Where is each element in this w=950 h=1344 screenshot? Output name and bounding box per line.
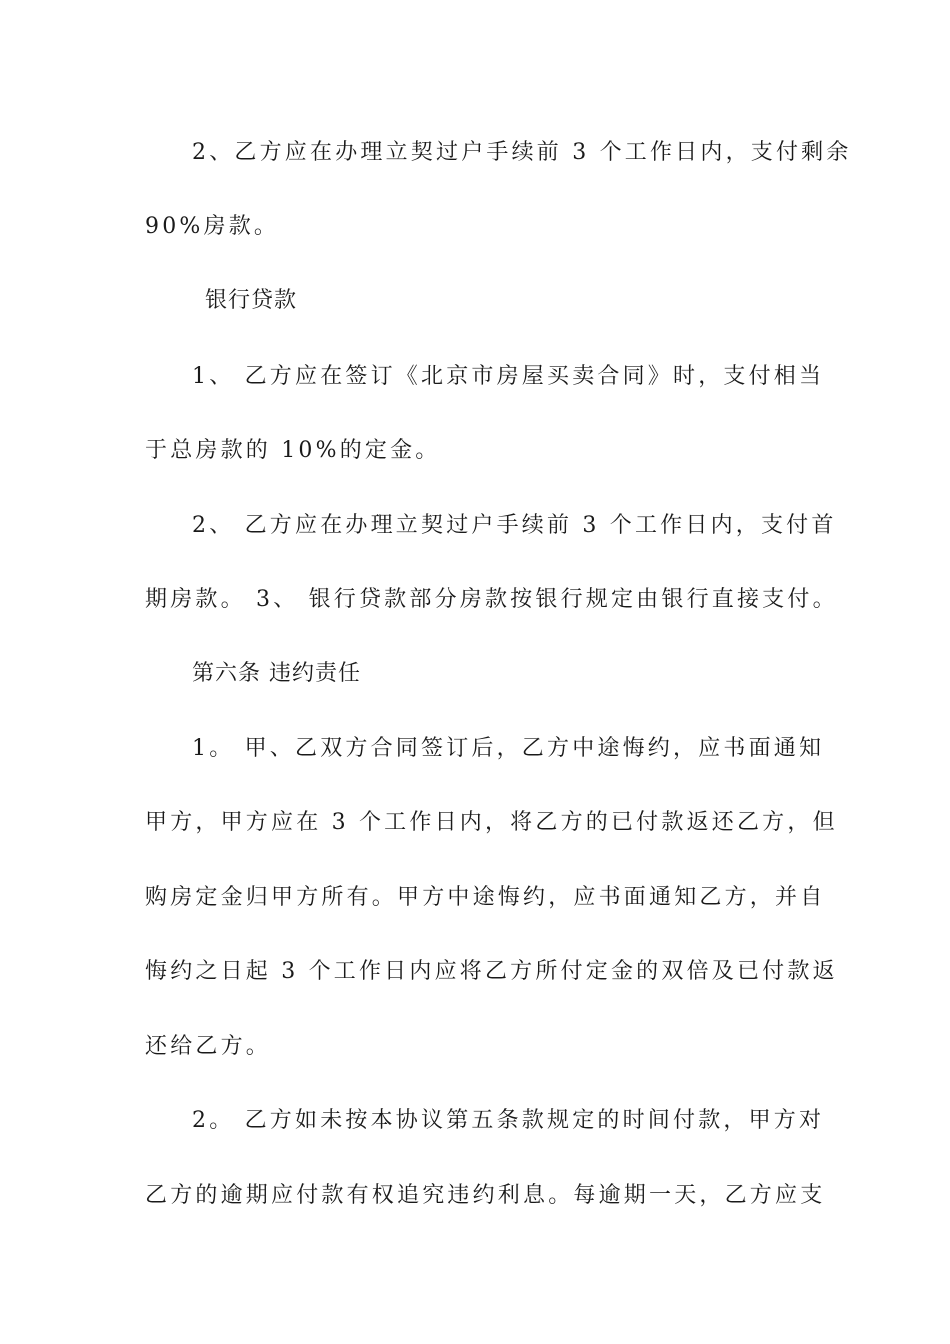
paragraph-line: 乙方的逾期应付款有权追究违约利息。每逾期一天，乙方应支 bbox=[145, 1183, 826, 1208]
paragraph-line: 1。 甲、乙双方合同签订后，乙方中途悔约，应书面通知 bbox=[192, 736, 825, 761]
paragraph-line: 90%房款。 bbox=[145, 214, 280, 239]
paragraph-line: 于总房款的 10%的定金。 bbox=[145, 438, 441, 463]
paragraph-line: 2、 乙方应在办理立契过户手续前 3 个工作日内，支付首 bbox=[192, 513, 837, 538]
paragraph-line: 购房定金归甲方所有。甲方中途悔约，应书面通知乙方，并自 bbox=[145, 885, 826, 910]
article-heading: 第六条 违约责任 bbox=[192, 661, 361, 686]
section-heading: 银行贷款 bbox=[205, 288, 298, 313]
paragraph-line: 2。 乙方如未按本协议第五条款规定的时间付款，甲方对 bbox=[192, 1108, 825, 1133]
paragraph-line: 还给乙方。 bbox=[145, 1034, 272, 1059]
paragraph-line: 2、乙方应在办理立契过户手续前 3 个工作日内，支付剩余 bbox=[192, 140, 852, 165]
paragraph-line: 期房款。 3、 银行贷款部分房款按银行规定由银行直接支付。 bbox=[145, 587, 838, 612]
paragraph-line: 悔约之日起 3 个工作日内应将乙方所付定金的双倍及已付款返 bbox=[145, 959, 838, 984]
paragraph-line: 1、 乙方应在签订《北京市房屋买卖合同》时，支付相当 bbox=[192, 364, 825, 389]
paragraph-line: 甲方，甲方应在 3 个工作日内，将乙方的已付款返还乙方，但 bbox=[145, 810, 838, 835]
